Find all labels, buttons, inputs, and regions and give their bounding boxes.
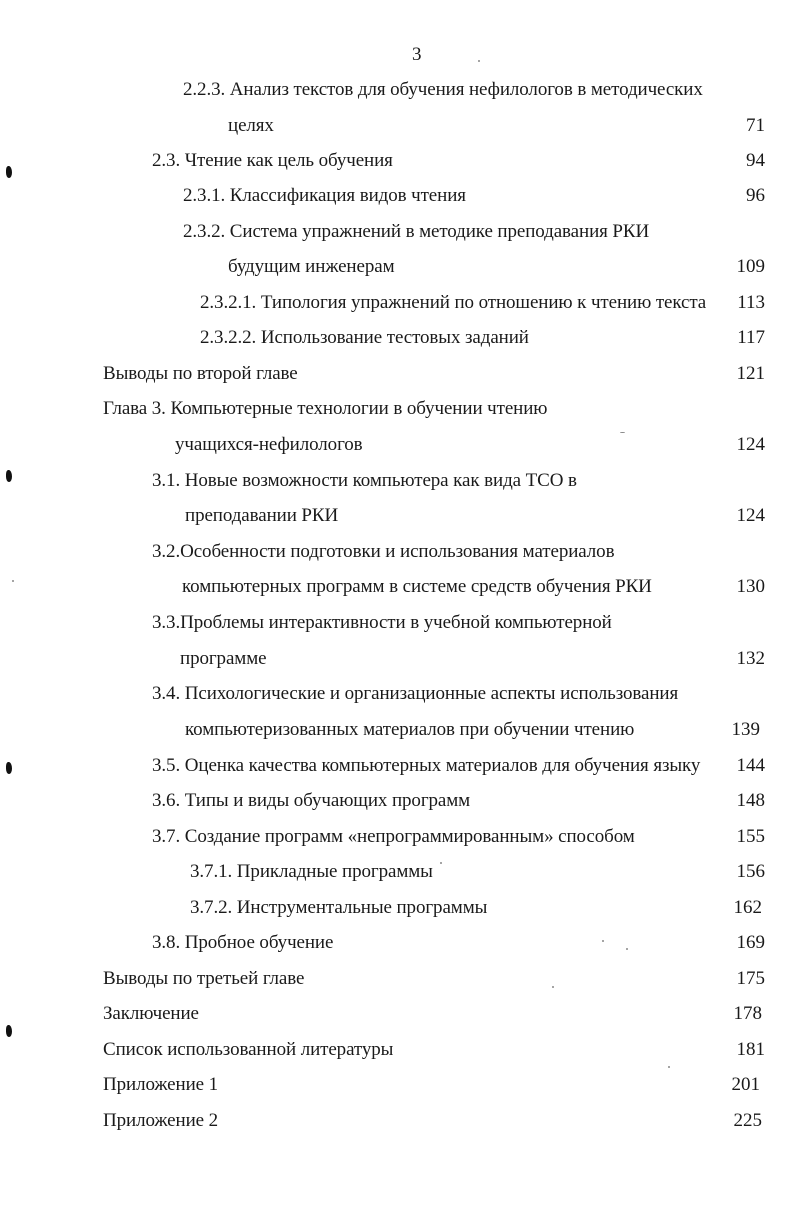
toc-entry-3-2-line2: компьютерных программ в системе средств обучения РКИ: [182, 576, 652, 597]
toc-page-2-3-2-2: 117: [737, 327, 765, 348]
page-number: 3: [412, 44, 422, 65]
toc-page-appendix-1: 201: [731, 1074, 760, 1095]
toc-page-3-7: 155: [736, 826, 765, 847]
toc-page-3-5: 144: [736, 755, 765, 776]
toc-entry-2-3-2-2: 2.3.2.2. Использование тестовых заданий: [200, 327, 529, 348]
scan-speck: [440, 862, 442, 864]
toc-entry-2-3-2-1: 2.3.2.1. Типология упражнений по отношению к чтению текста: [200, 292, 707, 313]
toc-entry-3-8: 3.8. Пробное обучение: [152, 932, 334, 953]
toc-entry-3-5: 3.5. Оценка качества компьютерных материалов для обучения языку: [152, 755, 701, 776]
toc-page-3-2: 130: [736, 576, 765, 597]
scan-speck: [626, 948, 628, 950]
toc-entry-conclusions-3: Выводы по третьей главе: [103, 968, 305, 989]
toc-entry-3-7-2: 3.7.2. Инструментальные программы: [190, 897, 488, 918]
scan-speck: [12, 580, 14, 582]
toc-entry-3-4-line1: 3.4. Психологические и организационные аспекты использования: [152, 683, 679, 704]
toc-entry-2-3-2-line1: 2.3.2. Система упражнений в методике преподавания РКИ: [183, 221, 650, 242]
toc-page-chapter-3: 124: [736, 434, 765, 455]
toc-page-2-3: 94: [746, 150, 765, 171]
binding-hole-mark: [6, 1025, 12, 1037]
toc-entry-3-1-line2: преподавании РКИ: [185, 505, 339, 526]
toc-entry-3-3-line1: 3.3.Проблемы интерактивности в учебной компьютерной: [152, 612, 612, 633]
toc-entry-2-3-1: 2.3.1. Классификация видов чтения: [183, 185, 466, 206]
toc-entry-3-7: 3.7. Создание программ «непрограммированным» способом: [152, 826, 635, 847]
toc-entry-conclusion: Заключение: [103, 1003, 199, 1024]
toc-entry-3-3-line2: программе: [180, 648, 267, 669]
toc-page-conclusions-2: 121: [736, 363, 765, 384]
toc-entry-2-3-2-line2: будущим инженерам: [228, 256, 395, 277]
scan-speck: [478, 60, 480, 62]
toc-page-2-3-2: 109: [736, 256, 765, 277]
toc-page-conclusions-3: 175: [736, 968, 765, 989]
binding-hole-mark: [6, 166, 12, 178]
scan-speck: [620, 432, 625, 433]
toc-page-conclusion: 178: [733, 1003, 762, 1024]
toc-entry-2-2-3-line1: 2.2.3. Анализ текстов для обучения нефилологов в методических: [183, 79, 703, 100]
toc-entry-appendix-2: Приложение 2: [103, 1110, 219, 1131]
toc-entry-2-3: 2.3. Чтение как цель обучения: [152, 150, 393, 171]
toc-entry-chapter-3-line1: Глава 3. Компьютерные технологии в обучении чтению: [103, 398, 548, 419]
toc-entry-3-7-1: 3.7.1. Прикладные программы: [190, 861, 433, 882]
binding-hole-mark: [6, 762, 12, 774]
toc-entry-chapter-3-line2: учащихся-нефилологов: [175, 434, 363, 455]
toc-page-bibliography: 181: [736, 1039, 765, 1060]
scan-speck: [668, 1066, 670, 1068]
toc-entry-appendix-1: Приложение 1: [103, 1074, 219, 1095]
toc-page-2-2-3: 71: [746, 115, 765, 136]
toc-entry-3-4-line2: компьютеризованных материалов при обучении чтению: [185, 719, 635, 740]
scan-speck: [552, 986, 554, 988]
toc-page-3-4: 139: [731, 719, 760, 740]
toc-page-3-3: 132: [736, 648, 765, 669]
toc-page-3-7-1: 156: [736, 861, 765, 882]
toc-page-2-3-1: 96: [746, 185, 765, 206]
toc-page-3-8: 169: [736, 932, 765, 953]
toc-entry-2-2-3-line2: целях: [228, 115, 274, 136]
binding-hole-mark: [6, 470, 12, 482]
toc-page-3-6: 148: [736, 790, 765, 811]
scan-speck: [602, 940, 604, 942]
toc-page-appendix-2: 225: [733, 1110, 762, 1131]
toc-entry-bibliography: Список использованной литературы: [103, 1039, 394, 1060]
toc-entry-3-1-line1: 3.1. Новые возможности компьютера как вида ТСО в: [152, 470, 577, 491]
toc-page-3-1: 124: [736, 505, 765, 526]
toc-page-3-7-2: 162: [733, 897, 762, 918]
toc-entry-3-6: 3.6. Типы и виды обучающих программ: [152, 790, 471, 811]
toc-entry-conclusions-2: Выводы по второй главе: [103, 363, 298, 384]
toc-page-2-3-2-1: 113: [737, 292, 765, 313]
toc-entry-3-2-line1: 3.2.Особенности подготовки и использования материалов: [152, 541, 615, 562]
